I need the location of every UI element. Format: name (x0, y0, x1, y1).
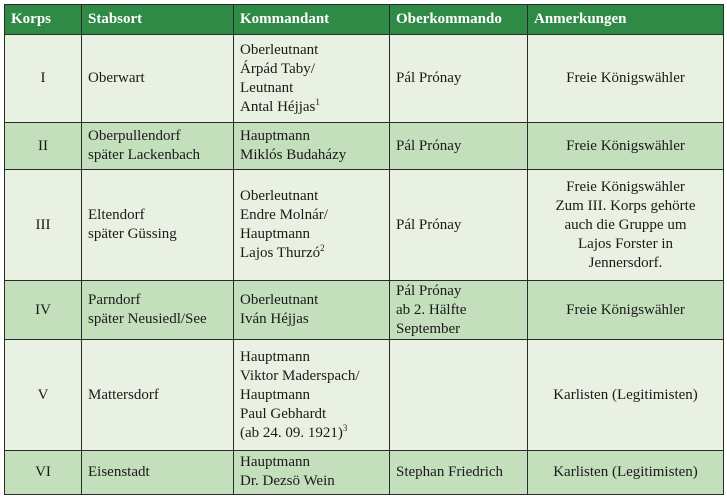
kommandant-text: Antal Héjjas (240, 98, 316, 115)
oberkommando-line: Stephan Friedrich (396, 463, 504, 480)
anmerkungen-line: Freie Königswähler (566, 178, 685, 195)
anmerkungen-cell (528, 280, 724, 339)
korps-cell: IV (5, 280, 82, 339)
corps-table (4, 4, 724, 495)
kommandant-cell (234, 170, 390, 281)
stabsort-cell (82, 450, 234, 494)
stabsort-line: Eisenstadt (88, 463, 150, 480)
stabsort-line: Oberpullendorf (88, 128, 181, 145)
stabsort-cell (82, 123, 234, 170)
oberkommando-line: September (396, 320, 461, 337)
stabsort-cell (82, 280, 234, 339)
oberkommando-cell (390, 170, 528, 281)
stabsort-line: Parndorf (88, 292, 141, 309)
oberkommando-cell (390, 450, 528, 494)
kommandant-line: Oberleutnant (240, 41, 319, 58)
korps-cell: II (5, 123, 82, 170)
oberkommando-line: Pál Prónay (396, 137, 462, 154)
oberkommando-line: Pál Prónay (396, 216, 462, 233)
korps-cell: I (5, 35, 82, 123)
oberkommando-cell (390, 35, 528, 123)
table-row (5, 450, 724, 494)
header-korps: Korps (5, 5, 82, 35)
anmerkungen-cell (528, 170, 724, 281)
anmerkungen-line: Lajos Forster in (578, 235, 673, 252)
anmerkungen-line: Freie Königswähler (566, 301, 685, 318)
korps-cell: III (5, 170, 82, 281)
stabsort-line: später Güssing (88, 226, 177, 243)
table-body (5, 35, 724, 495)
table-row (5, 170, 724, 281)
anmerkungen-cell (528, 35, 724, 123)
oberkommando-cell (390, 280, 528, 339)
kommandant-line: Endre Molnár/ (240, 207, 328, 224)
oberkommando-cell (390, 123, 528, 170)
header-stabsort: Stabsort (82, 5, 234, 35)
kommandant-line: Hauptmann (240, 128, 310, 145)
kommandant-line: Árpád Taby/ (240, 60, 315, 77)
footnote-marker: 3 (342, 422, 348, 433)
kommandant-line: Miklós Budaházy (240, 147, 347, 164)
footnote-marker: 1 (315, 96, 320, 107)
korps-cell: V (5, 340, 82, 451)
kommandant-cell (234, 35, 390, 123)
kommandant-line (240, 98, 383, 117)
table-row (5, 280, 724, 339)
anmerkungen-cell (528, 450, 724, 494)
kommandant-line: Hauptmann (240, 226, 310, 243)
stabsort-line: später Neusiedl/See (88, 311, 207, 328)
kommandant-cell (234, 280, 390, 339)
anmerkungen-line: Karlisten (Legitimisten) (553, 386, 698, 403)
kommandant-cell (234, 123, 390, 170)
anmerkungen-line: Jennersdorf. (588, 254, 663, 271)
stabsort-cell (82, 340, 234, 451)
kommandant-line: Hauptmann (240, 454, 310, 471)
stabsort-line: Oberwart (88, 70, 145, 87)
oberkommando-cell (390, 340, 528, 451)
oberkommando-line: Pál Prónay (396, 70, 462, 87)
anmerkungen-line: Freie Königswähler (566, 70, 685, 87)
kommandant-line: Oberleutnant (240, 188, 319, 205)
stabsort-line: später Lackenbach (88, 147, 201, 164)
stabsort-line: Mattersdorf (88, 386, 159, 403)
kommandant-cell (234, 340, 390, 451)
stabsort-line: Eltendorf (88, 207, 145, 224)
kommandant-cell (234, 450, 390, 494)
oberkommando-line: Pál Prónay (396, 282, 462, 299)
anmerkungen-line: Freie Königswähler (566, 137, 685, 154)
kommandant-line: Hauptmann (240, 386, 310, 403)
kommandant-text: Lajos Thurzó (240, 245, 321, 262)
kommandant-text: (ab 24. 09. 1921) (240, 424, 343, 441)
kommandant-line: Dr. Dezsö Wein (240, 473, 335, 490)
stabsort-cell (82, 170, 234, 281)
anmerkungen-cell (528, 123, 724, 170)
anmerkungen-line: Zum III. Korps gehörte (555, 197, 696, 214)
header-kommandant: Kommandant (234, 5, 390, 35)
kommandant-line: Leutnant (240, 79, 294, 96)
table-row (5, 340, 724, 451)
kommandant-line: Iván Héjjas (240, 311, 309, 328)
kommandant-line: Paul Gebhardt (240, 405, 327, 422)
oberkommando-line: ab 2. Hälfte (396, 301, 467, 318)
anmerkungen-line: Karlisten (Legitimisten) (553, 463, 698, 480)
kommandant-line: Hauptmann (240, 348, 310, 365)
footnote-marker: 2 (320, 243, 325, 254)
kommandant-line (240, 424, 383, 443)
table-row (5, 35, 724, 123)
kommandant-line (240, 244, 383, 263)
korps-cell: VI (5, 450, 82, 494)
header-oberkommando: Oberkommando (390, 5, 528, 35)
kommandant-line: Oberleutnant (240, 292, 319, 309)
stabsort-cell (82, 35, 234, 123)
table-row (5, 123, 724, 170)
anmerkungen-line: auch die Gruppe um (564, 216, 687, 233)
kommandant-line: Viktor Maderspach/ (240, 367, 360, 384)
header-anmerkungen: Anmerkungen (528, 5, 724, 35)
header-row (5, 5, 724, 35)
anmerkungen-cell (528, 340, 724, 451)
